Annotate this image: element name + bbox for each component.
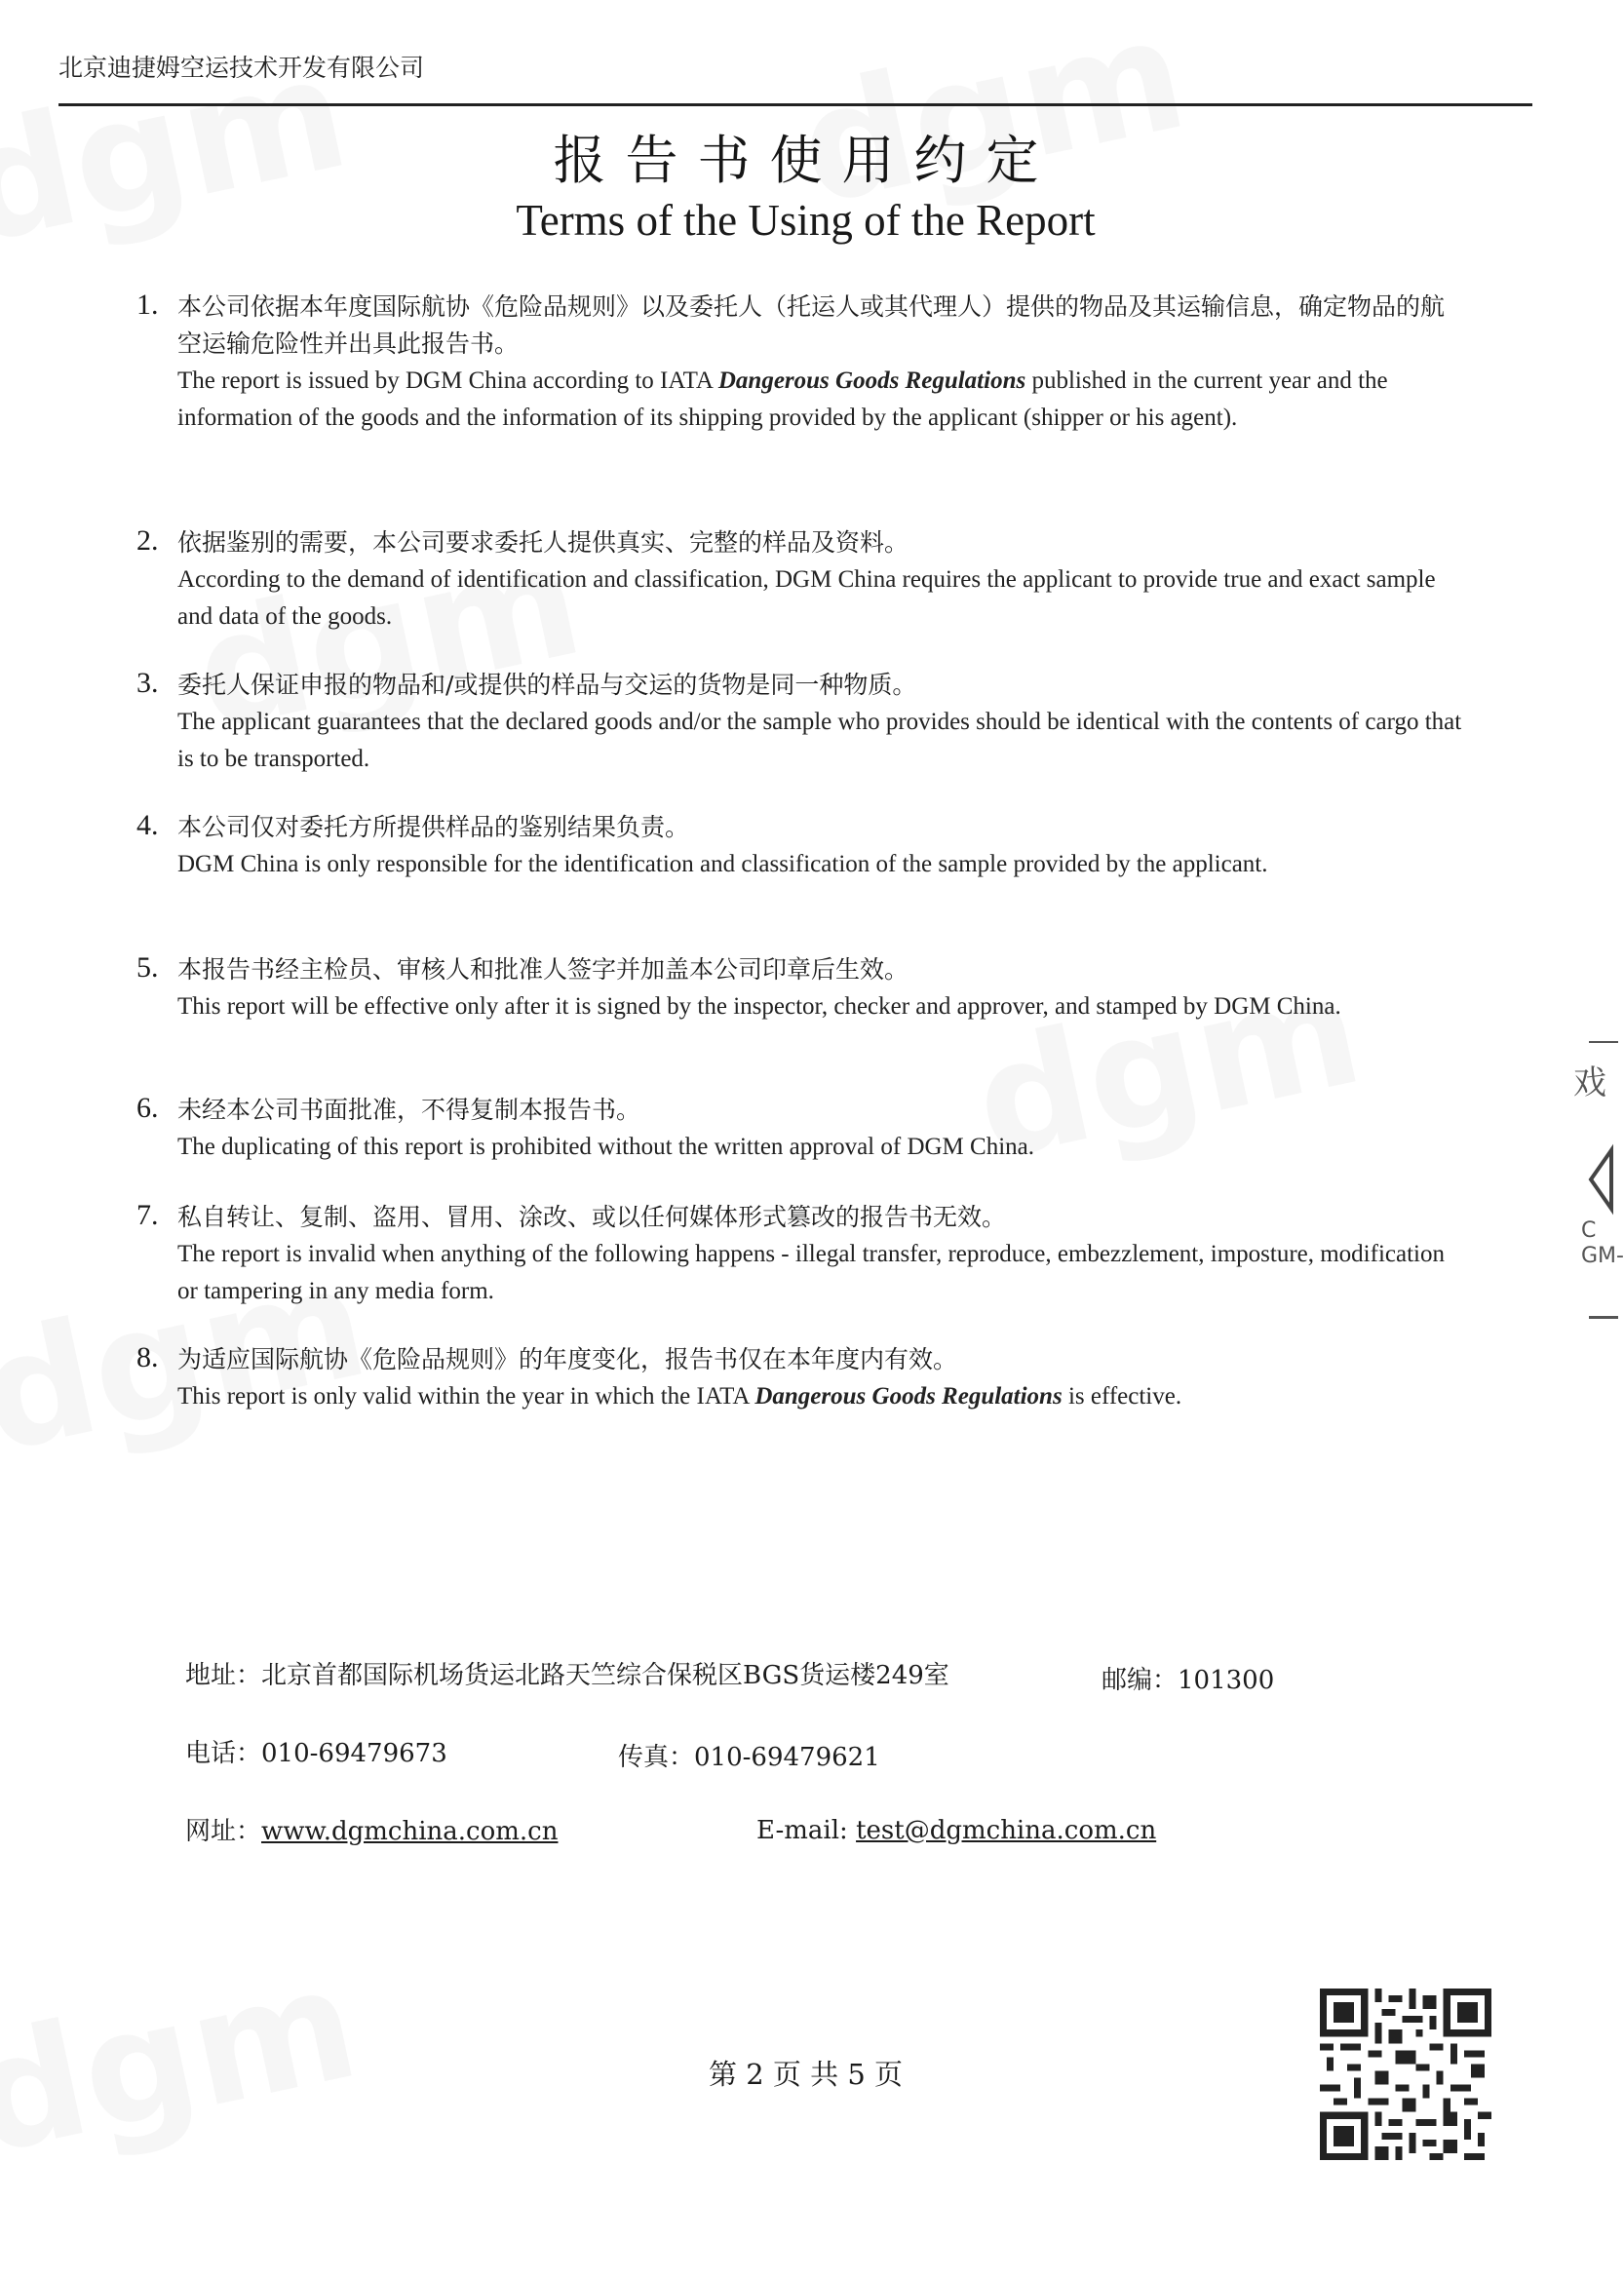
term-emphasis: Dangerous Goods Regulations (717, 367, 1026, 394)
term-text-en: The report is invalid when anything of the following happens - illegal transfer, reproduce, embezzlement, imposture, modification or tampering in any media form. (177, 1241, 1445, 1304)
term-text-cn: 本报告书经主检员、审核人和批准人签字并加盖本公司印章后生效。 (177, 955, 909, 984)
term-text-cn: 未经本公司书面批准，不得复制本报告书。 (177, 1096, 641, 1124)
term-item (136, 1199, 1462, 1310)
term-number: 5. (136, 951, 159, 984)
term-text-cn: 为适应国际航协《危险品规则》的年度变化，报告书仅在本年度内有效。 (177, 1345, 958, 1373)
term-text-en: The applicant guarantees that the declared goods and/or the sample who provides should be identical with the contents of cargo that is to be transported. (177, 709, 1462, 772)
address-value: 北京首都国际机场货运北路天竺综合保税区BGS货运楼249室 (261, 1661, 949, 1690)
email-link[interactable]: test@dgmchina.com.cn (856, 1816, 1157, 1845)
postcode-line (1102, 1660, 1274, 1696)
term-item (136, 289, 1462, 437)
web-label: 网址： (185, 1817, 262, 1846)
page-number: 第 2 页 共 5 页 (709, 2058, 903, 2091)
web-line (185, 1811, 558, 1847)
postcode-value: 101300 (1178, 1666, 1275, 1695)
term-text-en: The duplicating of this report is prohibited without the written approval of DGM China. (177, 1134, 1035, 1160)
term-item (136, 524, 1462, 636)
fax-label: 传真： (618, 1743, 695, 1772)
term-item (136, 1341, 1462, 1415)
term-text-en: This report is only valid within the year in which the IATA Dangerous Goods Regulations is effective. (177, 1383, 1182, 1410)
fax-line (618, 1737, 880, 1773)
term-text-en: DGM China is only responsible for the identification and classification of the sample provided by the applicant. (177, 851, 1268, 877)
phone-line (185, 1733, 447, 1769)
company-name: 北京迪捷姆空运技术开发有限公司 (58, 54, 425, 82)
term-number: 2. (136, 524, 159, 557)
seal-fragment-text: 戏 (1573, 1063, 1606, 1102)
term-number: 7. (136, 1199, 159, 1231)
email-label: E-mail: (756, 1816, 848, 1845)
term-item (136, 1092, 1462, 1166)
address-label: 地址： (185, 1661, 262, 1690)
term-text-en: According to the demand of identification and classification, DGM China requires the applicant to provide true and exact sample and data of the goods. (177, 566, 1436, 630)
term-item (136, 667, 1462, 778)
term-number: 1. (136, 289, 159, 321)
postcode-label: 邮编： (1102, 1666, 1179, 1695)
term-text-en: This report will be effective only after it is signed by the inspector, checker and approver, and stamped by DGM China. (177, 993, 1341, 1020)
partial-seal (1571, 1033, 1624, 1326)
term-text-cn: 依据鉴别的需要，本公司要求委托人提供真实、完整的样品及资料。 (177, 528, 909, 557)
term-item (136, 809, 1462, 883)
qr-code-icon (1320, 1989, 1491, 2160)
phone-value: 010-69479673 (261, 1739, 447, 1768)
term-text-cn: 本公司依据本年度国际航协《危险品规则》以及委托人（托运人或其代理人）提供的物品及其运输信息，确定物品的航空运输危险性并出具此报告书。 (177, 292, 1446, 358)
email-line (756, 1816, 1156, 1845)
term-text-cn: 委托人保证申报的物品和/或提供的样品与交运的货物是同一种物质。 (177, 671, 917, 699)
address-line (185, 1655, 949, 1691)
term-number: 6. (136, 1092, 159, 1124)
term-item (136, 951, 1462, 1025)
term-number: 4. (136, 809, 159, 841)
page-title-cn: 报告书使用约定 (553, 130, 1059, 191)
seal-fragment-code: C GM- (1581, 1218, 1624, 1268)
term-text-cn: 私自转让、复制、盗用、冒用、涂改、或以任何媒体形式篡改的报告书无效。 (177, 1203, 1007, 1231)
page-title-en: Terms of the Using of the Report (516, 196, 1096, 245)
term-text-cn: 本公司仅对委托方所提供样品的鉴别结果负责。 (177, 813, 690, 841)
term-text-en: The report is issued by DGM China according to IATA Dangerous Goods Regulations published in the current year and the information of the goods and the information of its shipping provided by the applicant (shipper or his agent). (177, 367, 1388, 431)
phone-label: 电话： (185, 1739, 262, 1768)
website-link[interactable]: www.dgmchina.com.cn (261, 1817, 559, 1846)
term-number: 8. (136, 1341, 159, 1373)
fax-value: 010-69479621 (694, 1743, 880, 1772)
term-emphasis: Dangerous Goods Regulations (754, 1383, 1063, 1410)
term-number: 3. (136, 667, 159, 699)
